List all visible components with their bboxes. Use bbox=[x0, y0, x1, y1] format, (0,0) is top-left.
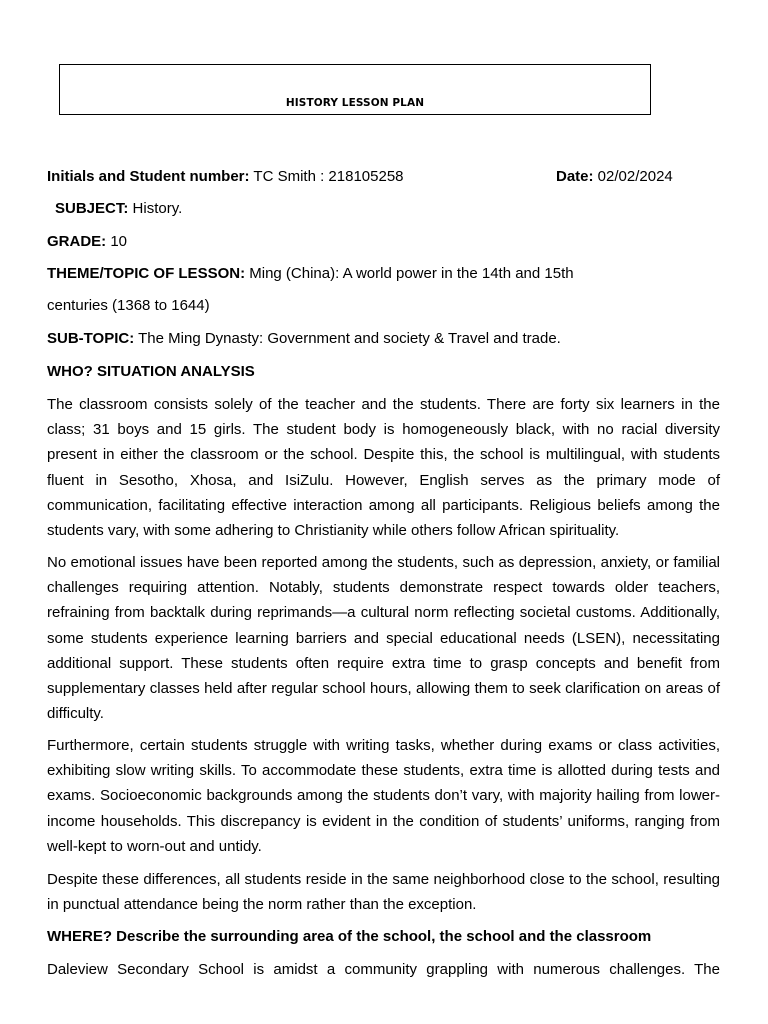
document-title: HISTORY LESSON PLAN bbox=[285, 97, 425, 109]
student-info-line bbox=[47, 168, 404, 186]
student-label: Initials and Student number: bbox=[47, 168, 250, 185]
date-value: 02/02/2024 bbox=[593, 168, 673, 185]
theme-value: Ming (China): A world power in the 14th and 15th bbox=[245, 265, 574, 282]
who-paragraph-1: The classroom consists solely of the teacher and the students. There are forty six learners in the class; 31 boys and 15 girls. The student body is homogeneously black, with no racial diversity present in either the classroom or the school. Despite this, the school is multilingual, with students fluent in Sesotho, Xhosa, and IsiZulu. However, English serves as the primary mode of communication, facilitating effective interaction among all participants. Religious beliefs among the students vary, with some adhering to Christianity while others follow African spirituality. bbox=[47, 396, 720, 540]
title-box bbox=[59, 64, 651, 115]
who-paragraph-3: Furthermore, certain students struggle with writing tasks, whether during exams or class activities, exhibiting slow writing skills. To accommodate these students, extra time is allotted during tests and exams. Socioeconomic backgrounds among the students don’t vary, with majority hailing from lower-income households. This discrepancy is evident in the condition of students’ uniforms, ranging from well-kept to worn-out and untidy. bbox=[47, 737, 720, 855]
student-value: TC Smith : 218105258 bbox=[249, 168, 404, 185]
date-label: Date: bbox=[556, 168, 594, 185]
theme-value-continued: centuries (1368 to 1644) bbox=[47, 297, 210, 314]
subject-value: History. bbox=[128, 200, 183, 217]
grade-line bbox=[47, 233, 127, 251]
theme-label: THEME/TOPIC OF LESSON: bbox=[47, 265, 246, 282]
date-line bbox=[556, 168, 673, 186]
theme-line-continued bbox=[47, 297, 210, 315]
who-heading: WHO? SITUATION ANALYSIS bbox=[47, 363, 255, 380]
subject-line bbox=[55, 200, 182, 218]
subtopic-label: SUB-TOPIC: bbox=[47, 330, 135, 347]
grade-value: 10 bbox=[106, 233, 128, 250]
subtopic-value: The Ming Dynasty: Government and society & Travel and trade. bbox=[134, 330, 561, 347]
who-paragraph-2: No emotional issues have been reported among the students, such as depression, anxiety, or familial challenges requiring attention. Notably, students demonstrate respect towards older teachers, refraining from backtalk during reprimands—a cultural norm reflecting societal customs. Additionally, some students experience learning barriers and special educational needs (LSEN), necessitating additional support. These students often require extra time to grasp concepts and benefit from supplementary classes held after regular school hours, allowing them to seek clarification on areas of difficulty. bbox=[47, 554, 720, 723]
theme-line bbox=[47, 265, 574, 283]
where-heading: WHERE? Describe the surrounding area of the school, the school and the classroom bbox=[47, 928, 652, 945]
subject-label: SUBJECT: bbox=[55, 200, 129, 217]
where-paragraph-1: Daleview Secondary School is amidst a community grappling with numerous challenges. The bbox=[47, 961, 720, 978]
grade-label: GRADE: bbox=[47, 233, 107, 250]
who-paragraph-4: Despite these differences, all students reside in the same neighborhood close to the school, resulting in punctual attendance being the norm rather than the exception. bbox=[47, 871, 720, 914]
subtopic-line bbox=[47, 330, 561, 348]
